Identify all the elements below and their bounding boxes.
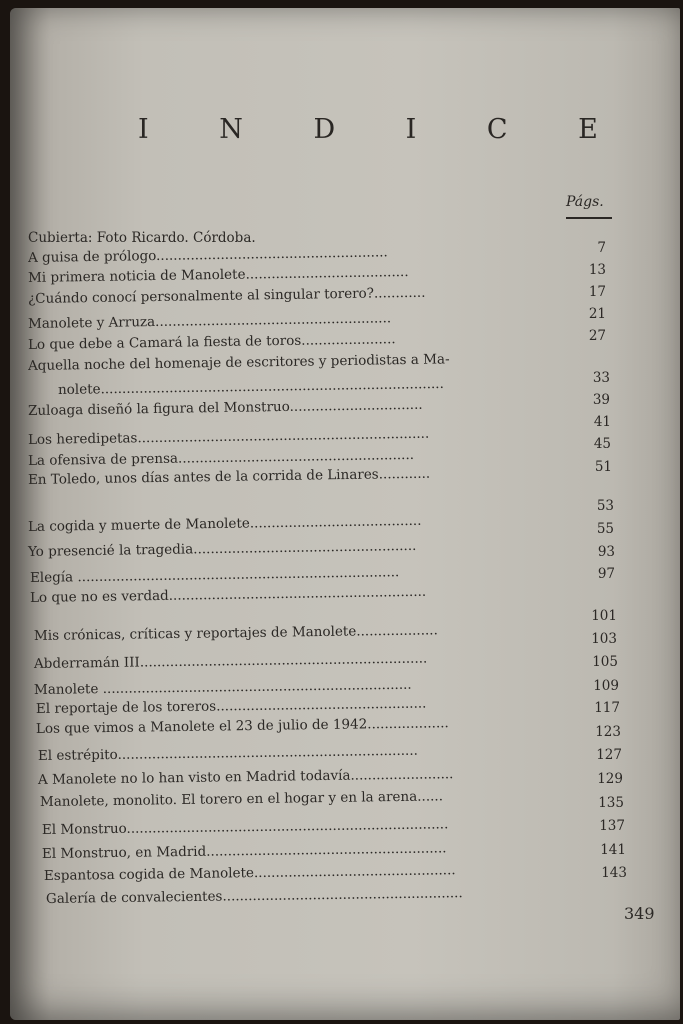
page-number: 103 — [591, 631, 617, 647]
index-entry: Zuloaga diseñó la figura del Monstruo............................... — [27, 396, 423, 419]
page-title: I N D I C E — [138, 114, 629, 145]
index-entry: La cogida y muerte de Manolete........................................ — [27, 512, 422, 535]
index-entry: Cubierta: Foto Ricardo. Córdoba. — [28, 230, 256, 246]
page-number: 7 — [597, 240, 606, 256]
index-entry: Abderramán III................................................................... — [33, 650, 428, 672]
index-entry: En Toledo, unos días antes de la corrida de Linares............ — [27, 465, 431, 488]
index-entry: Aquella noche del homenaje de escritores y periodistas a Ma- — [27, 351, 450, 374]
page-number: 53 — [596, 498, 614, 514]
page-number: 127 — [596, 747, 622, 763]
page-number: 41 — [593, 414, 611, 430]
index-entry: Lo que no es verdad............................................................ — [29, 583, 427, 606]
page-number: 33 — [592, 370, 610, 386]
page-number: 97 — [597, 566, 615, 582]
page-number: 13 — [588, 262, 606, 278]
page-folio: 349 — [624, 904, 655, 923]
page-number: 123 — [595, 724, 621, 740]
page-number: 137 — [599, 818, 625, 834]
index-entry: Los heredipetas.................................................................... — [27, 425, 430, 448]
page-number: 17 — [588, 284, 606, 300]
index-entry: El reportaje de los toreros................................................. — [35, 695, 427, 717]
index-entry: El estrépito...................................................................... — [37, 742, 418, 764]
page-number: 105 — [592, 654, 618, 670]
page-number: 45 — [593, 436, 611, 452]
index-entry: Lo que debe a Camará la fiesta de toros...................... — [27, 331, 396, 353]
index-entry: nolete................................................................................ — [57, 375, 444, 398]
page-number: 51 — [594, 459, 612, 475]
index-entry: El Monstruo........................................................................... — [41, 816, 449, 838]
index-entry: Mis crónicas, críticas y reportajes de Manolete................... — [33, 622, 438, 644]
pages-column-label: Págs. — [566, 194, 604, 210]
index-entry: Manolete ........................................................................ — [33, 676, 412, 698]
index-entry: El Monstruo, en Madrid........................................................ — [41, 840, 447, 862]
index-entry: Los que vimos a Manolete el 23 de julio de 1942................... — [35, 715, 449, 737]
book-page — [10, 8, 680, 1020]
index-entry: Manolete, monolito. El torero en el hogar y en la arena...... — [39, 788, 444, 810]
index-entry: Yo presencié la tragedia.................................................... — [27, 537, 417, 560]
index-entry: La ofensiva de prensa....................................................... — [27, 446, 415, 469]
page-number: 21 — [588, 306, 606, 322]
page-number: 93 — [597, 544, 615, 560]
page-number: 135 — [598, 795, 624, 811]
index-entry: A guisa de prólogo...................................................... — [27, 244, 388, 266]
index-entry: ¿Cuándo conocí personalmente al singular torero?............ — [27, 284, 426, 307]
page-number: 117 — [594, 700, 620, 716]
index-entry: Elegía ........................................................................... — [29, 564, 400, 586]
page-number: 109 — [593, 678, 619, 694]
pages-label-underline — [566, 217, 612, 219]
index-entry: A Manolete no lo han visto en Madrid todavía........................ — [37, 766, 454, 788]
page-number: 39 — [592, 392, 610, 408]
index-entry: Galería de convalecientes........................................................ — [45, 885, 463, 907]
page-number: 129 — [597, 771, 623, 787]
page-number: 101 — [591, 608, 617, 624]
index-entry: Manolete y Arruza....................................................... — [27, 310, 392, 332]
page-number: 143 — [601, 865, 627, 881]
page-number: 55 — [596, 521, 614, 537]
index-entry: Espantosa cogida de Manolete............................................... — [43, 862, 456, 884]
page-number: 27 — [588, 328, 606, 344]
page-number: 141 — [600, 842, 626, 858]
index-entry: Mi primera noticia de Manolete...................................... — [27, 264, 409, 286]
